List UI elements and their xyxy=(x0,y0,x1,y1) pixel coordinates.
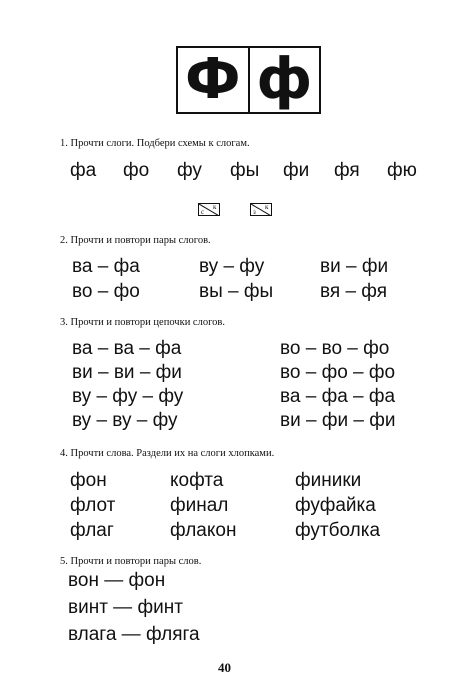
syllable: фа xyxy=(70,160,97,181)
chain: ва – ва – фа xyxy=(72,338,182,359)
word-pair: вон — фон xyxy=(68,570,166,591)
task5-title: 5. Прочти и повтори пары слов. xyxy=(60,556,202,567)
task4-title: 4. Прочти слова. Раздели их на слоги хлопками. xyxy=(60,448,275,459)
letter-lower: ф xyxy=(248,48,320,112)
word: флот xyxy=(70,495,116,516)
pair: во – фо xyxy=(72,281,140,302)
syllable: фя xyxy=(334,160,360,181)
syllable: фи xyxy=(283,160,310,181)
word: флаг xyxy=(70,520,114,541)
word: финал xyxy=(170,495,229,516)
word-pair: влага — фляга xyxy=(68,624,200,645)
task3-title: 3. Прочти и повтори цепочки слогов. xyxy=(60,317,225,328)
letter-box xyxy=(176,46,321,114)
word: футболка xyxy=(295,520,381,541)
word-pair: винт — финт xyxy=(68,597,183,618)
syllable-scheme xyxy=(198,203,220,216)
word: флакон xyxy=(170,520,237,541)
scheme-left-letter: с xyxy=(201,208,205,216)
chain: ви – ви – фи xyxy=(72,362,182,383)
syllable: фю xyxy=(387,160,417,181)
syllable-scheme xyxy=(250,203,272,216)
scheme-right-letter: к xyxy=(265,203,269,211)
pair: вы – фы xyxy=(199,281,274,302)
syllable: фо xyxy=(123,160,150,181)
chain: во – во – фо xyxy=(280,338,390,359)
chain: ва – фа – фа xyxy=(280,386,396,407)
chain: ви – фи – фи xyxy=(280,410,396,431)
task2-title: 2. Прочти и повтори пары слогов. xyxy=(60,235,211,246)
pair: ву – фу xyxy=(199,256,265,277)
scheme-right-letter: к xyxy=(213,203,217,211)
word: кофта xyxy=(170,470,224,491)
chain: ву – ву – фу xyxy=(72,410,178,431)
page-number: 40 xyxy=(218,660,231,675)
syllable: фу xyxy=(177,160,202,181)
pair: ви – фи xyxy=(320,256,389,277)
chain: ву – фу – фу xyxy=(72,386,184,407)
word: фон xyxy=(70,470,107,491)
letter-upper: Ф xyxy=(184,47,241,112)
word: фуфайка xyxy=(295,495,376,516)
chain: во – фо – фо xyxy=(280,362,396,383)
pair: ва – фа xyxy=(72,256,140,277)
word: финики xyxy=(295,470,362,491)
scheme-left-letter: з xyxy=(253,208,256,216)
pair: вя – фя xyxy=(320,281,388,302)
task1-title: 1. Прочти слоги. Подбери схемы к слогам. xyxy=(60,138,250,149)
syllable: фы xyxy=(230,160,260,181)
